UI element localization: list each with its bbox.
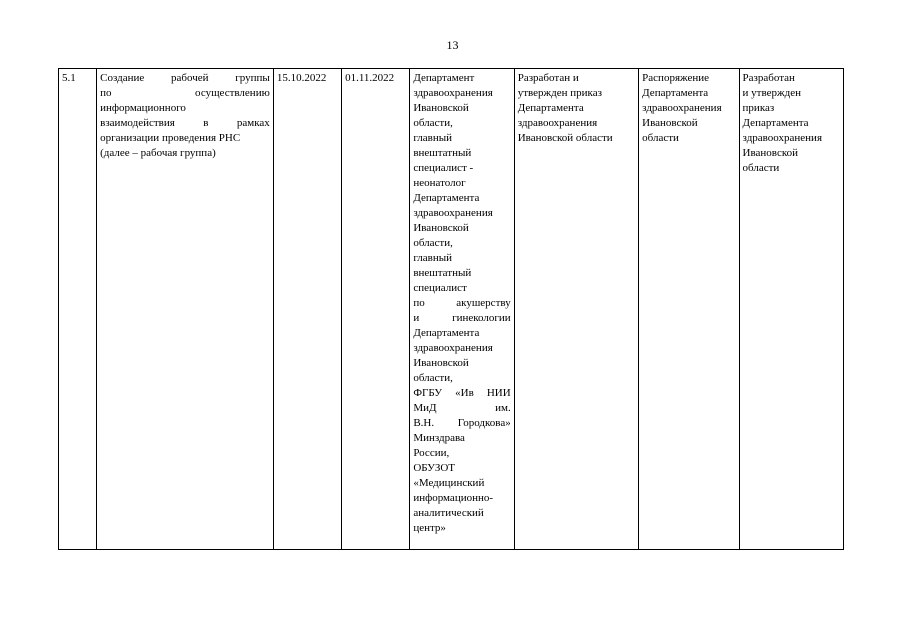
end-date-cell (342, 69, 410, 550)
start-date-cell (273, 69, 341, 550)
responsible-line: «Медицинский (413, 477, 485, 489)
responsible-lines (413, 431, 510, 536)
responsible-lines (413, 326, 510, 386)
responsible-line: здравоохранения (413, 207, 493, 219)
document-line: Департамента (642, 87, 709, 99)
end-date: 01.11.2022 (345, 72, 395, 84)
responsible-line: главный (413, 132, 452, 144)
responsible-line: России, (413, 447, 450, 459)
result-line: Ивановской области (517, 132, 613, 144)
responsible-line: Ивановской (413, 357, 469, 369)
responsible-line: Ивановской (413, 222, 469, 234)
responsible-line: и гинекологии (413, 312, 511, 324)
document-line: здравоохранения (642, 102, 722, 114)
responsible-line: здравоохранения (413, 87, 493, 99)
document-cell (639, 69, 739, 550)
task-line-group (100, 131, 270, 161)
task-cell (97, 69, 274, 550)
control-cell (739, 69, 843, 550)
document-lines (642, 71, 735, 146)
task-line: взаимодействия в рамках (100, 117, 270, 129)
start-date: 15.10.2022 (276, 72, 327, 84)
responsible-line: информационно- (413, 492, 494, 504)
responsible-line: аналитический (413, 507, 484, 519)
task-line: организации проведения РНС (100, 132, 241, 144)
responsible-line: ОБУЗОТ (413, 462, 456, 474)
responsible-line: области, (413, 372, 453, 384)
task-line: (далее – рабочая группа) (100, 147, 216, 159)
responsible-line: В.Н. Городкова» (413, 417, 511, 429)
task-line-group (100, 101, 270, 116)
responsible-line: области, (413, 237, 453, 249)
control-line: приказ (742, 102, 775, 114)
responsible-line: неонатолог (413, 177, 466, 189)
responsible-line: Минздрава (413, 432, 465, 444)
responsible-line: Департамента (413, 327, 480, 339)
result-lines (518, 71, 635, 146)
control-lines (743, 71, 840, 176)
task-line: информационного (100, 102, 186, 114)
task-line: по осуществлению (100, 87, 270, 99)
responsible-line: специалист - (413, 162, 474, 174)
responsible-line: Департамент (413, 72, 475, 84)
responsible-line: главный (413, 252, 452, 264)
task-line: Создание рабочей группы (100, 72, 270, 84)
responsible-cell (410, 69, 514, 550)
result-line: здравоохранения (517, 117, 598, 129)
result-line: Департамента (517, 102, 584, 114)
control-line: Разработан (742, 72, 795, 84)
document-line: Ивановской (642, 117, 698, 129)
document-line: области (642, 132, 679, 144)
responsible-line: области, (413, 117, 453, 129)
responsible-line: внештатный (413, 147, 472, 159)
table-row (59, 69, 844, 550)
control-line: и утвержден (742, 87, 801, 99)
row-number: 5.1 (62, 72, 76, 84)
document-line: Распоряжение (642, 72, 709, 84)
responsible-line: центр» (413, 522, 446, 534)
responsible-line: специалист (413, 282, 467, 294)
row-number-cell (59, 69, 97, 550)
page-number: 13 (446, 38, 459, 52)
responsible-line: МиД им. (413, 402, 511, 414)
responsible-line: Департамента (413, 192, 480, 204)
responsible-line: ФГБУ «Ив НИИ (413, 387, 511, 399)
responsible-lines (413, 71, 510, 296)
result-line: Разработан и (517, 72, 579, 84)
control-line: Департамента (742, 117, 809, 129)
control-line: области (742, 162, 780, 174)
responsible-line: здравоохранения (413, 342, 493, 354)
responsible-line: внештатный (413, 267, 472, 279)
control-line: здравоохранения (742, 132, 823, 144)
control-line: Ивановской (742, 147, 798, 159)
result-cell (514, 69, 638, 550)
responsible-line: Ивановской (413, 102, 469, 114)
result-line: утвержден приказ (517, 87, 602, 99)
responsible-line: по акушерству (413, 297, 511, 309)
plan-table (58, 68, 844, 550)
